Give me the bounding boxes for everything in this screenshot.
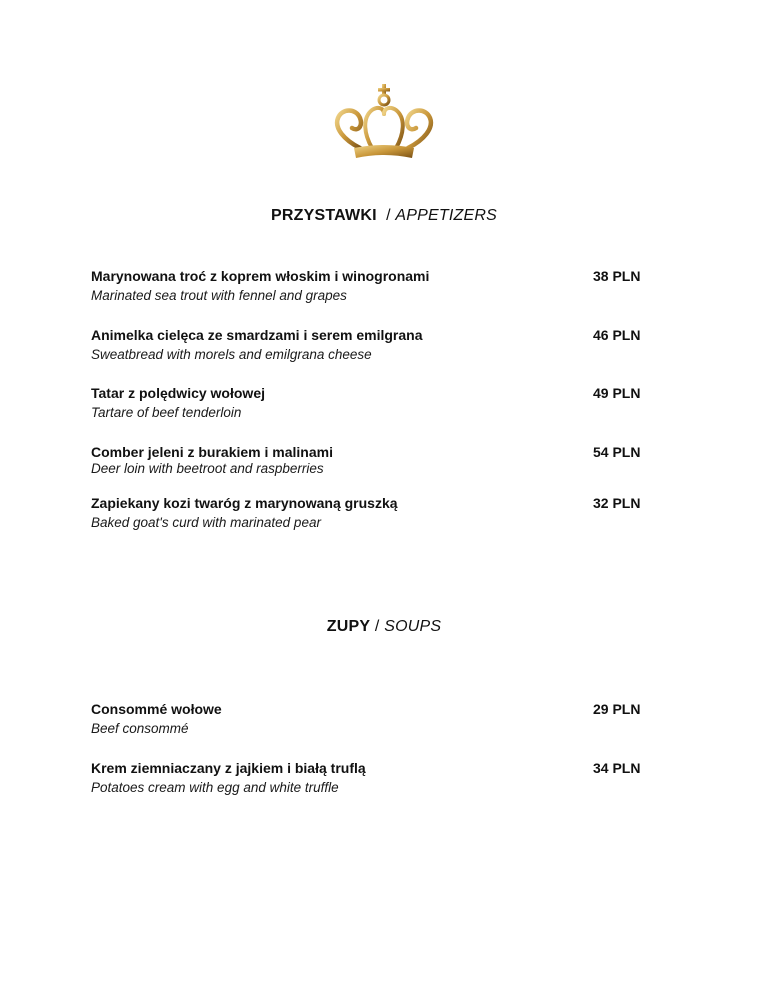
menu-item-name: Tatar z polędwicy wołowej xyxy=(91,385,265,401)
menu-item-price: 34 PLN xyxy=(593,760,641,776)
menu-item xyxy=(91,444,646,484)
section-title-appetizers xyxy=(0,207,768,225)
menu-item-name: Zapiekany kozi twaróg z marynowaną gruszką xyxy=(91,495,398,511)
menu-item-price: 46 PLN xyxy=(593,327,641,343)
menu-item-description: Potatoes cream with egg and white truffle xyxy=(91,780,339,795)
menu-item-name: Comber jeleni z burakiem i malinami xyxy=(91,444,333,460)
menu-item-description: Sweatbread with morels and emilgrana cheese xyxy=(91,347,372,362)
crown-logo xyxy=(330,84,438,162)
menu-item xyxy=(91,327,646,367)
section-title-en: SOUPS xyxy=(384,618,442,635)
menu-item-price: 38 PLN xyxy=(593,268,641,284)
menu-item-name: Krem ziemniaczany z jajkiem i białą truflą xyxy=(91,760,366,776)
menu-item-name: Marynowana troć z koprem włoskim i winogronami xyxy=(91,268,430,284)
menu-item-price: 32 PLN xyxy=(593,495,641,511)
section-title-en: APPETIZERS xyxy=(395,207,497,224)
menu-item-price: 29 PLN xyxy=(593,701,641,717)
menu-item-description: Baked goat's curd with marinated pear xyxy=(91,515,321,530)
menu-item xyxy=(91,385,646,425)
menu-item-price: 49 PLN xyxy=(593,385,641,401)
section-title-soups xyxy=(0,618,768,636)
menu-item-price: 54 PLN xyxy=(593,444,641,460)
crown-icon xyxy=(330,84,438,162)
menu-item-name: Consommé wołowe xyxy=(91,701,222,717)
menu-item xyxy=(91,701,646,741)
menu-item-description: Beef consommé xyxy=(91,721,189,736)
section-title-separator: / xyxy=(374,618,380,635)
menu-item-description: Marinated sea trout with fennel and grapes xyxy=(91,288,347,303)
menu-item xyxy=(91,268,646,308)
section-title-separator: / xyxy=(386,207,391,224)
menu-item xyxy=(91,760,646,800)
section-title-pl: ZUPY xyxy=(326,618,371,635)
menu-item xyxy=(91,495,646,535)
menu-item-description: Deer loin with beetroot and raspberries xyxy=(91,461,324,476)
menu-item-name: Animelka cielęca ze smardzami i serem emilgrana xyxy=(91,327,423,343)
section-title-pl: PRZYSTAWKI xyxy=(271,207,377,224)
menu-item-description: Tartare of beef tenderloin xyxy=(91,405,242,420)
